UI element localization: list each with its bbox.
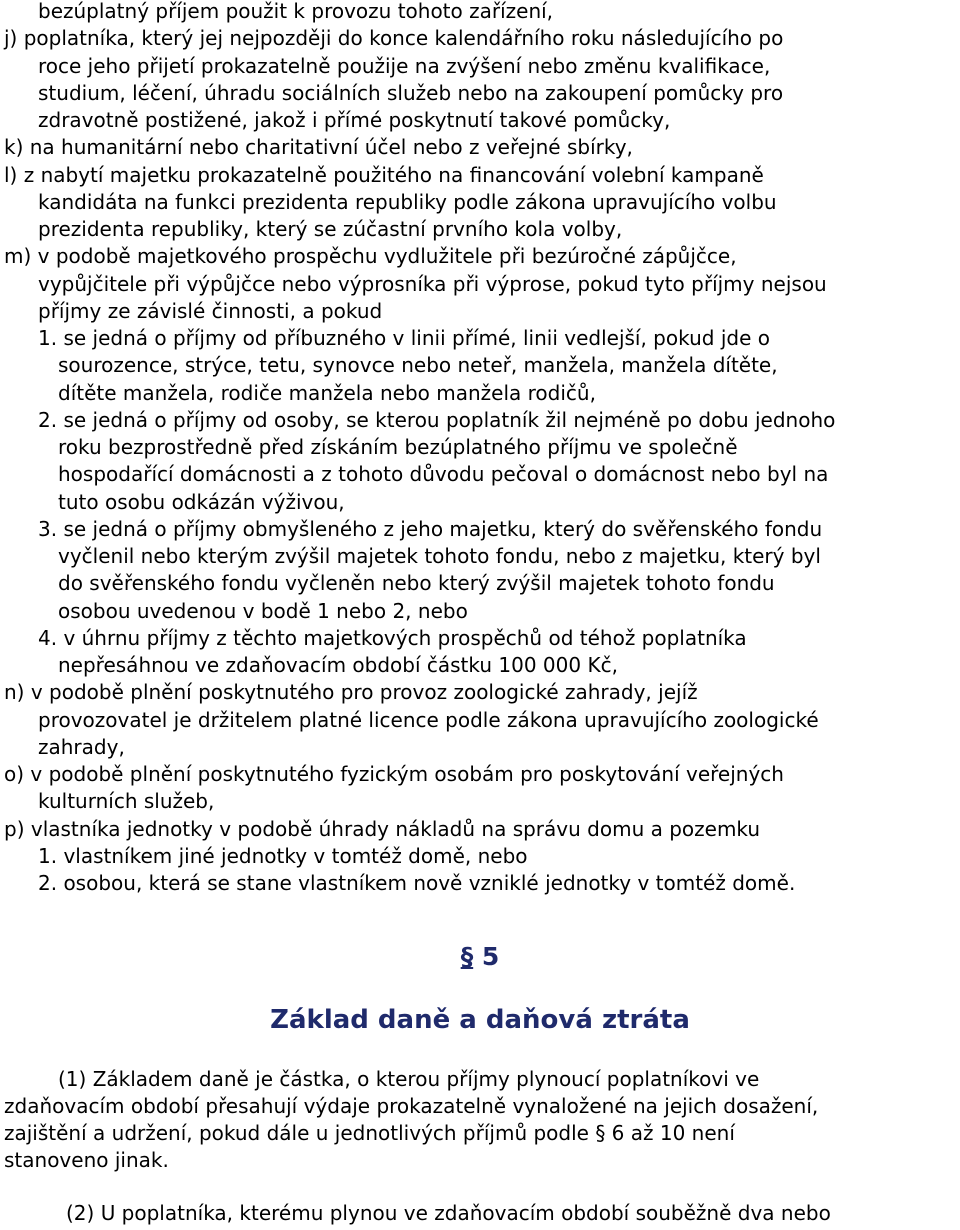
- text-line: 1. vlastníkem jiné jednotky v tomtéž domě, nebo: [38, 843, 528, 868]
- text-line: n) v podobě plnění poskytnutého pro provoz zoologické zahrady, jejíž: [4, 680, 698, 705]
- text-line: roku bezprostředně před získáním bezúplatného příjmu ve společně: [58, 435, 738, 459]
- paragraph-line: stanoveno jinak.: [4, 1148, 169, 1172]
- text-line: l) z nabytí majetku prokazatelně použitého na financování volební kampaně: [4, 162, 764, 187]
- paragraph-line: (1) Základem daně je částka, o kterou příjmy plynoucí poplatníkovi ve: [58, 1067, 760, 1091]
- text-line: zahrady,: [38, 734, 125, 759]
- text-line: osobou uvedenou v bodě 1 nebo 2, nebo: [58, 598, 468, 623]
- text-line: 2. se jedná o příjmy od osoby, se kterou poplatník žil nejméně po dobu jednoho: [38, 407, 836, 432]
- paragraph-line: (2) U poplatníka, kterému plynou ve zdaňovacím období souběžně dva nebo: [66, 1201, 831, 1225]
- text-line: 4. v úhrnu příjmy z těchto majetkových prospěchů od téhož poplatníka: [38, 625, 747, 650]
- text-line: studium, léčení, úhradu sociálních služeb nebo na zakoupení pomůcky pro: [38, 80, 784, 105]
- text-line: vypůjčitele při výpůjčce nebo výprosníka při výprose, pokud tyto příjmy nejsou: [38, 271, 827, 296]
- text-line: k) na humanitární nebo charitativní účel nebo z veřejné sbírky,: [4, 135, 633, 160]
- text-line: j) poplatníka, který jej nejpozději do konce kalendářního roku následujícího po: [4, 26, 784, 51]
- text-line: vyčlenil nebo kterým zvýšil majetek tohoto fondu, nebo z majetku, který byl: [58, 544, 821, 568]
- text-line: dítěte manžela, rodiče manžela nebo manžela rodičů,: [58, 380, 596, 405]
- text-line: do svěřenského fondu vyčleněn nebo který zvýšil majetek tohoto fondu: [58, 571, 775, 596]
- text-line: tuto osobu odkázán výživou,: [58, 489, 345, 514]
- section-number-value: 5: [481, 942, 500, 971]
- section-title: Základ daně a daňová ztráta: [270, 1005, 690, 1035]
- text-line: p) vlastníka jednotky v podobě úhrady nákladů na správu domu a pozemku: [4, 816, 761, 841]
- text-line: kulturních služeb,: [38, 789, 215, 814]
- section-mark: §: [460, 942, 474, 971]
- text-line: příjmy ze závislé činnosti, a pokud: [38, 298, 383, 323]
- text-line: m) v podobě majetkového prospěchu vydlužitele při bezúročné zápůjčce,: [4, 244, 737, 269]
- text-line: kandidáta na funkci prezidenta republiky podle zákona upravujícího volbu: [38, 189, 777, 214]
- paragraph-line: zdaňovacím období přesahují výdaje prokazatelně vynaložené na jejich dosažení,: [4, 1094, 819, 1118]
- text-line: 2. osobou, která se stane vlastníkem nově vzniklé jednotky v tomtéž domě.: [38, 871, 796, 895]
- text-line: roce jeho přijetí prokazatelně použije na zvýšení nebo změnu kvalifikace,: [38, 53, 771, 78]
- paragraph-line: zajištění a udržení, pokud dále u jednotlivých příjmů podle § 6 až 10 není: [4, 1121, 735, 1145]
- text-line: zdravotně postižené, jakož i přímé poskytnutí takové pomůcky,: [38, 108, 671, 132]
- text-line: bezúplatný příjem použit k provozu tohoto zařízení,: [38, 0, 554, 23]
- text-line: 3. se jedná o příjmy obmyšleného z jeho majetku, který do svěřenského fondu: [38, 516, 823, 541]
- text-line: nepřesáhnou ve zdaňovacím období částku 100 000 Kč,: [58, 653, 618, 677]
- text-line: sourozence, strýce, tetu, synovce nebo neteř, manžela, manžela dítěte,: [58, 353, 778, 378]
- section-number: [0, 941, 960, 973]
- text-line: prezidenta republiky, který se zúčastní prvního kola volby,: [38, 217, 623, 241]
- text-line: provozovatel je držitelem platné licence podle zákona upravujícího zoologické: [38, 707, 819, 732]
- text-line: hospodařící domácnosti a z tohoto důvodu pečoval o domácnost nebo byl na: [58, 462, 829, 487]
- text-line: o) v podobě plnění poskytnutého fyzickým osobám pro poskytování veřejných: [4, 762, 784, 786]
- text-line: 1. se jedná o příjmy od příbuzného v linii přímé, linii vedlejší, pokud jde o: [38, 326, 770, 350]
